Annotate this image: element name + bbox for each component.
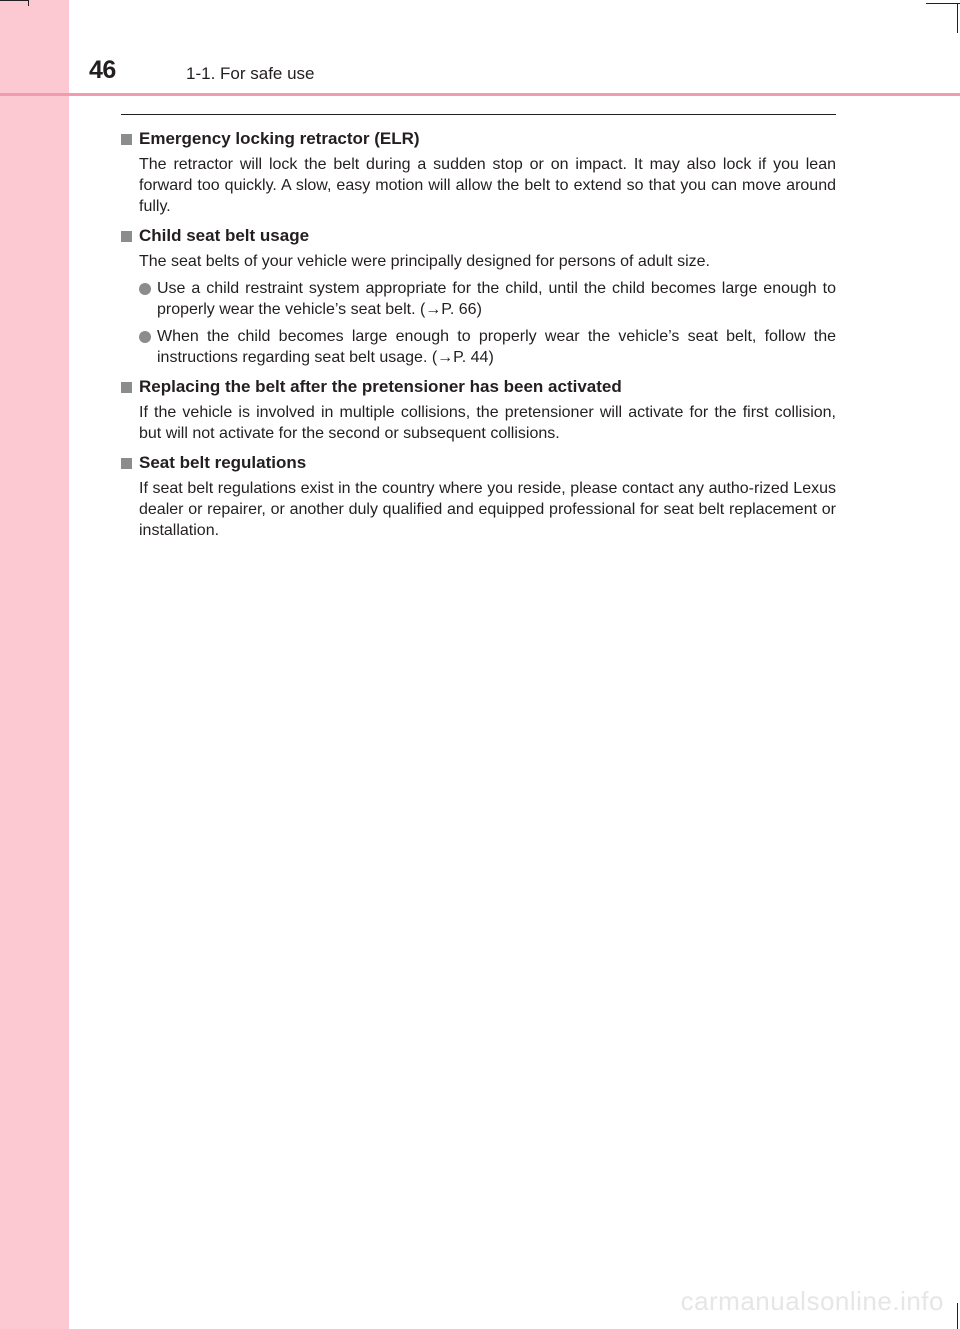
content [121,124,836,547]
section-paragraph: If seat belt regulations exist in the country where you reside, please contact any autho-rized Lexus dealer or repairer, or another duly qualified and equipped professional for seat belt replacement or installation. [139,480,836,539]
section-regulations [121,450,836,541]
page-number: 46 [89,56,116,84]
section-heading [121,126,836,152]
header-rule [0,93,960,96]
crop-mark [957,3,958,33]
content-rule [121,114,836,115]
circle-bullet-icon [139,283,151,295]
crop-mark [957,1303,958,1329]
section-paragraph: The seat belts of your vehicle were principally designed for persons of adult size. [139,253,710,270]
heading-text: Replacing the belt after the pretensioner has been activated [139,377,622,396]
heading-text: Child seat belt usage [139,226,310,245]
section-heading [121,374,836,400]
square-bullet-icon [121,134,132,145]
crop-mark [28,0,29,6]
crop-mark [0,0,28,1]
section-heading [121,450,836,476]
circle-bullet-icon [139,331,151,343]
page-sidebar [0,0,69,1329]
section-elr [121,126,836,217]
heading-text: Emergency locking retractor (ELR) [139,129,420,148]
square-bullet-icon [121,382,132,393]
section-child-seat-belt [121,223,836,368]
square-bullet-icon [121,231,132,242]
list-item [121,278,836,320]
section-pretensioner [121,374,836,444]
heading-text: Seat belt regulations [139,453,307,472]
section-title: 1-1. For safe use [186,64,315,83]
section-paragraph: If the vehicle is involved in multiple collisions, the pretensioner will activate for the first collision, but will not activate for the second or subsequent collisions. [139,404,836,442]
section-paragraph: The retractor will lock the belt during a sudden stop or on impact. It may also lock if you lean forward too quickly. A slow, easy motion will allow the belt to extend so that you can move around fully. [139,156,836,215]
list-item [121,326,836,368]
square-bullet-icon [121,458,132,469]
crop-mark [926,3,960,4]
list-item-text: Use a child restraint system appropriate for the child, until the child becomes large enough to properly wear the vehicle’s seat belt. (→P. 66) [157,280,836,318]
watermark: carmanualsonline.info [680,1286,944,1316]
section-heading [121,223,836,249]
list-item-text: When the child becomes large enough to properly wear the vehicle’s seat belt, follow the instructions regarding seat belt usage. (→P. 44) [157,328,836,366]
